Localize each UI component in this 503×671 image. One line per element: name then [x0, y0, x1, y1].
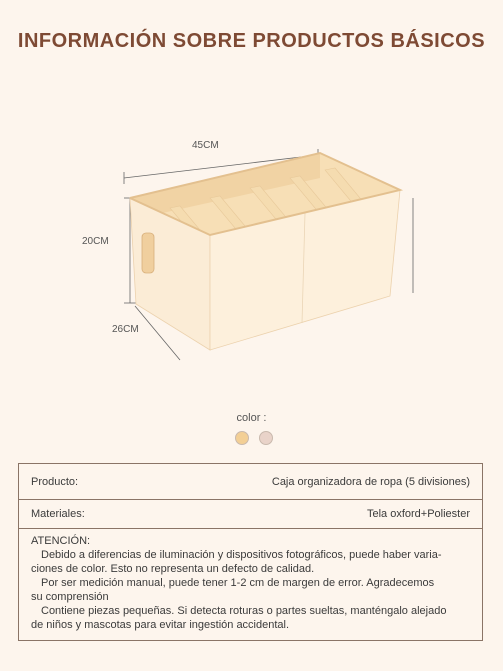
page-title: INFORMACIÓN SOBRE PRODUCTOS BÁSICOS — [17, 30, 486, 52]
note-line: Por ser medición manual, puede tener 1-2 cm de margen de error. Agradecemos — [41, 577, 435, 589]
note-line: ciones de color. Esto no representa un defecto de calidad. — [31, 563, 315, 575]
width-label: 45CM — [192, 140, 219, 151]
height-label: 20CM — [82, 236, 109, 247]
color-swatches — [235, 431, 273, 445]
spec-row-materials — [19, 500, 482, 529]
color-label: color : — [236, 412, 267, 424]
color-swatch-pink[interactable] — [259, 431, 273, 445]
notes-heading: ATENCIÓN: — [31, 535, 91, 547]
product-info-table — [18, 463, 483, 641]
note-line: Contiene piezas pequeñas. Si detecta roturas o partes sueltas, manténgalo alejado — [41, 605, 447, 617]
spec-row-product — [19, 464, 482, 500]
spec-label: Materiales: — [31, 508, 85, 520]
spec-value: Tela oxford+Poliester — [366, 508, 470, 520]
note-line: de niños y mascotas para evitar ingestión accidental. — [31, 619, 290, 631]
attention-notes — [19, 529, 482, 637]
spec-label: Producto: — [31, 475, 79, 488]
note-line: su comprensión — [31, 591, 109, 603]
depth-label: 26CM — [112, 324, 139, 335]
note-line: Debido a diferencias de iluminación y dispositivos fotográficos, puede haber varia- — [41, 549, 442, 561]
spec-value: Caja organizadora de ropa (5 divisiones) — [271, 475, 470, 488]
color-swatch-beige[interactable] — [235, 431, 249, 445]
